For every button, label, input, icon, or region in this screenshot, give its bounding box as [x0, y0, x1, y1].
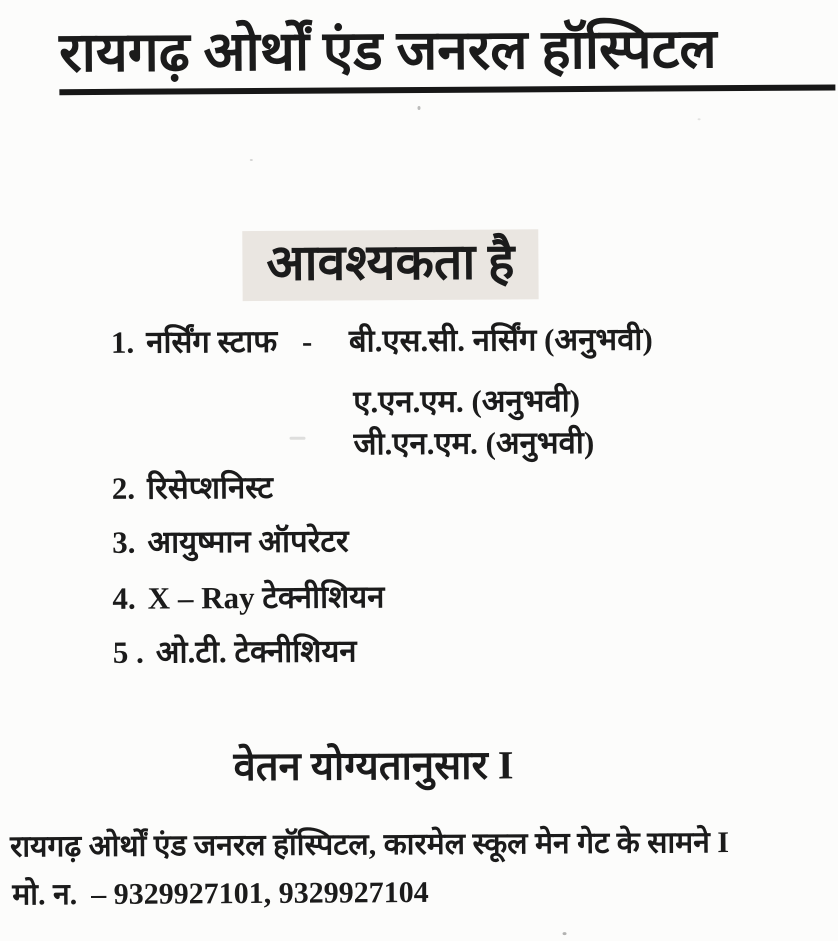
vacancy-label: ओ.टी. टेक्नीशियन	[155, 633, 357, 670]
paper-speck	[250, 159, 253, 161]
salary-note: वेतन योग्यतानुसार I	[233, 742, 514, 790]
requirement-heading: आवश्यकता है	[266, 233, 515, 291]
paper-speck	[290, 437, 306, 440]
phone-numbers: – 9329927101, 9329927104	[91, 875, 429, 912]
vacancy-number: 5 .	[112, 634, 144, 670]
vacancy-label: X – Ray टेक्नीशियन	[147, 579, 385, 616]
separator-dash: -	[301, 323, 313, 359]
vacancy-item	[110, 321, 653, 361]
phone-label: मो. न.	[12, 878, 78, 912]
qualification: ए.एन.एम. (अनुभवी)	[353, 383, 581, 420]
vacancy-item	[112, 522, 349, 561]
qualification: जी.एन.एम. (अनुभवी)	[353, 424, 595, 462]
vacancy-label: रिसेप्शनिस्ट	[146, 469, 274, 506]
vacancy-item	[112, 578, 384, 617]
phone-line	[12, 870, 429, 914]
vacancy-item	[112, 469, 273, 507]
hospital-title: रायगढ़ ओर्थों एंड जनरल हॉस्पिटल	[59, 19, 835, 94]
vacancy-label: आयुष्मान ऑपरेटर	[147, 523, 349, 560]
vacancy-number: 2.	[111, 470, 136, 506]
vacancy-label: नर्सिंग स्टाफ	[146, 323, 278, 360]
paper-speck	[417, 106, 420, 110]
vacancy-number: 4.	[112, 580, 136, 616]
paper-speck	[563, 932, 567, 935]
vacancy-number: 1.	[110, 324, 135, 360]
paper-speck	[698, 118, 701, 120]
vacancy-item	[113, 632, 357, 671]
address-line: रायगढ़ ओर्थों एंड जनरल हॉस्पिटल, कारमेल स्कूल मेन गेट के सामने I	[9, 826, 730, 864]
qualification: बी.एस.सी. नर्सिंग (अनुभवी)	[348, 321, 653, 359]
vacancy-number: 3.	[112, 524, 136, 560]
